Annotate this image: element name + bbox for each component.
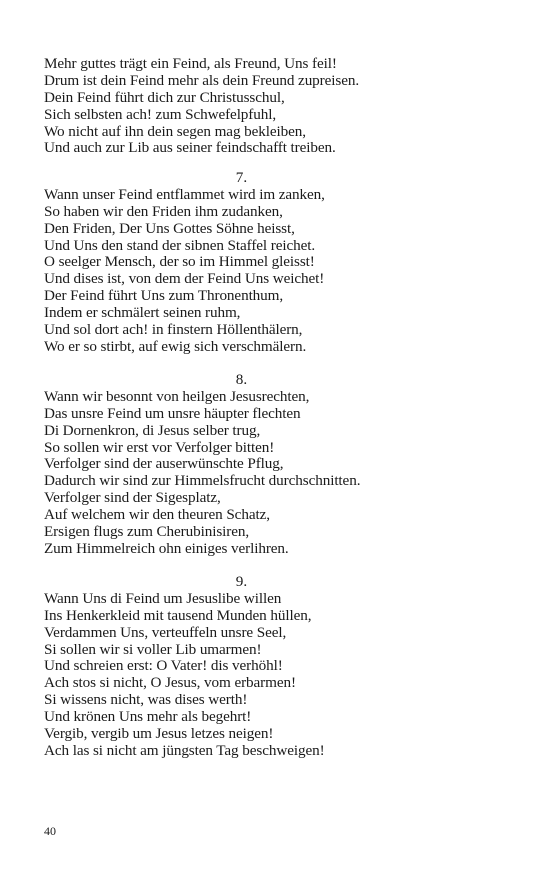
verse-line: Und schreien erst: O Vater! dis verhöhl!	[44, 657, 283, 675]
verse-line: Wann Uns di Feind um Jesuslibe willen	[44, 589, 282, 607]
verse-line: Und dises ist, von dem der Feind Uns weichet!	[44, 270, 325, 288]
verse-line: Und sol dort ach! in finstern Höllenthälern,	[44, 321, 303, 339]
verse-line: Wo er so stirbt, auf ewig sich verschmälern.	[44, 337, 307, 355]
verse-line: Und auch zur Lib aus seiner feindschafft treiben.	[44, 139, 336, 157]
verse-line: Si sollen wir si voller Lib umarmen!	[44, 640, 262, 658]
verse-line: Der Feind führt Uns zum Thronenthum,	[44, 287, 284, 305]
verse-line: Wann unser Feind entflammet wird im zanken,	[44, 185, 325, 203]
verse-line: Si wissens nicht, was dises werth!	[44, 691, 248, 709]
verse-line: Dadurch wir sind zur Himmelsfrucht durchschnitten.	[44, 472, 361, 490]
verse-line: Verfolger sind der auserwünschte Pflug,	[44, 455, 284, 473]
verse-line: Sich selbsten ach! zum Schwefelpfuhl,	[44, 105, 277, 123]
verse-line: Den Friden, Der Uns Gottes Söhne heisst,	[44, 219, 295, 237]
verse-line: Dein Feind führt dich zur Christusschul,	[44, 88, 285, 106]
verse-line: Zum Himmelreich ohn einiges verlihren.	[44, 539, 289, 557]
verse-line: Wann wir besonnt von heilgen Jesusrechten,	[44, 387, 310, 405]
stanza-number: 8.	[235, 371, 248, 388]
verse-line: Und krönen Uns mehr als begehrt!	[44, 708, 252, 726]
verse-line: Mehr guttes trägt ein Feind, als Freund, Uns feil!	[44, 55, 337, 72]
stanza-number: 7.	[235, 169, 248, 186]
verse-line: Auf welchem wir den theuren Schatz,	[44, 506, 270, 524]
verse-line: Di Dornenkron, di Jesus selber trug,	[44, 421, 261, 439]
verse-line: So sollen wir erst vor Verfolger bitten!	[44, 438, 275, 456]
verse-line: Und Uns den stand der sibnen Staffel reichet.	[44, 236, 316, 254]
verse-line: So haben wir den Friden ihm zudanken,	[44, 202, 283, 220]
verse-line: Das unsre Feind um unsre häupter flechten	[44, 404, 301, 422]
verse-line: Indem er schmälert seinen ruhm,	[44, 304, 241, 322]
stanza-7	[44, 170, 514, 356]
stanza-8	[44, 372, 514, 558]
page-number: 40	[44, 824, 56, 838]
verse-line: O seelger Mensch, der so im Himmel gleisst!	[44, 253, 315, 271]
verse-line: Verfolger sind der Sigesplatz,	[44, 489, 221, 507]
verse-line: Verdammen Uns, verteuffeln unsre Seel,	[44, 623, 287, 641]
stanza-9	[44, 574, 514, 760]
verse-line: Vergib, vergib um Jesus letzes neigen!	[44, 725, 274, 743]
verse-line: Ersigen flugs zum Cherubinisiren,	[44, 523, 250, 541]
verse-line: Wo nicht auf ihn dein segen mag bekleiben,	[44, 122, 306, 140]
verse-line: Ach las si nicht am jüngsten Tag beschweigen!	[44, 741, 325, 759]
verse-line: Ins Henkerkleid mit tausend Munden hüllen,	[44, 606, 312, 624]
verse-line: Drum ist dein Feind mehr als dein Freund zupreisen.	[44, 71, 360, 89]
stanza-continued	[44, 56, 514, 157]
verse-line: Ach stos si nicht, O Jesus, vom erbarmen!	[44, 674, 296, 692]
stanza-number: 9.	[235, 573, 248, 590]
